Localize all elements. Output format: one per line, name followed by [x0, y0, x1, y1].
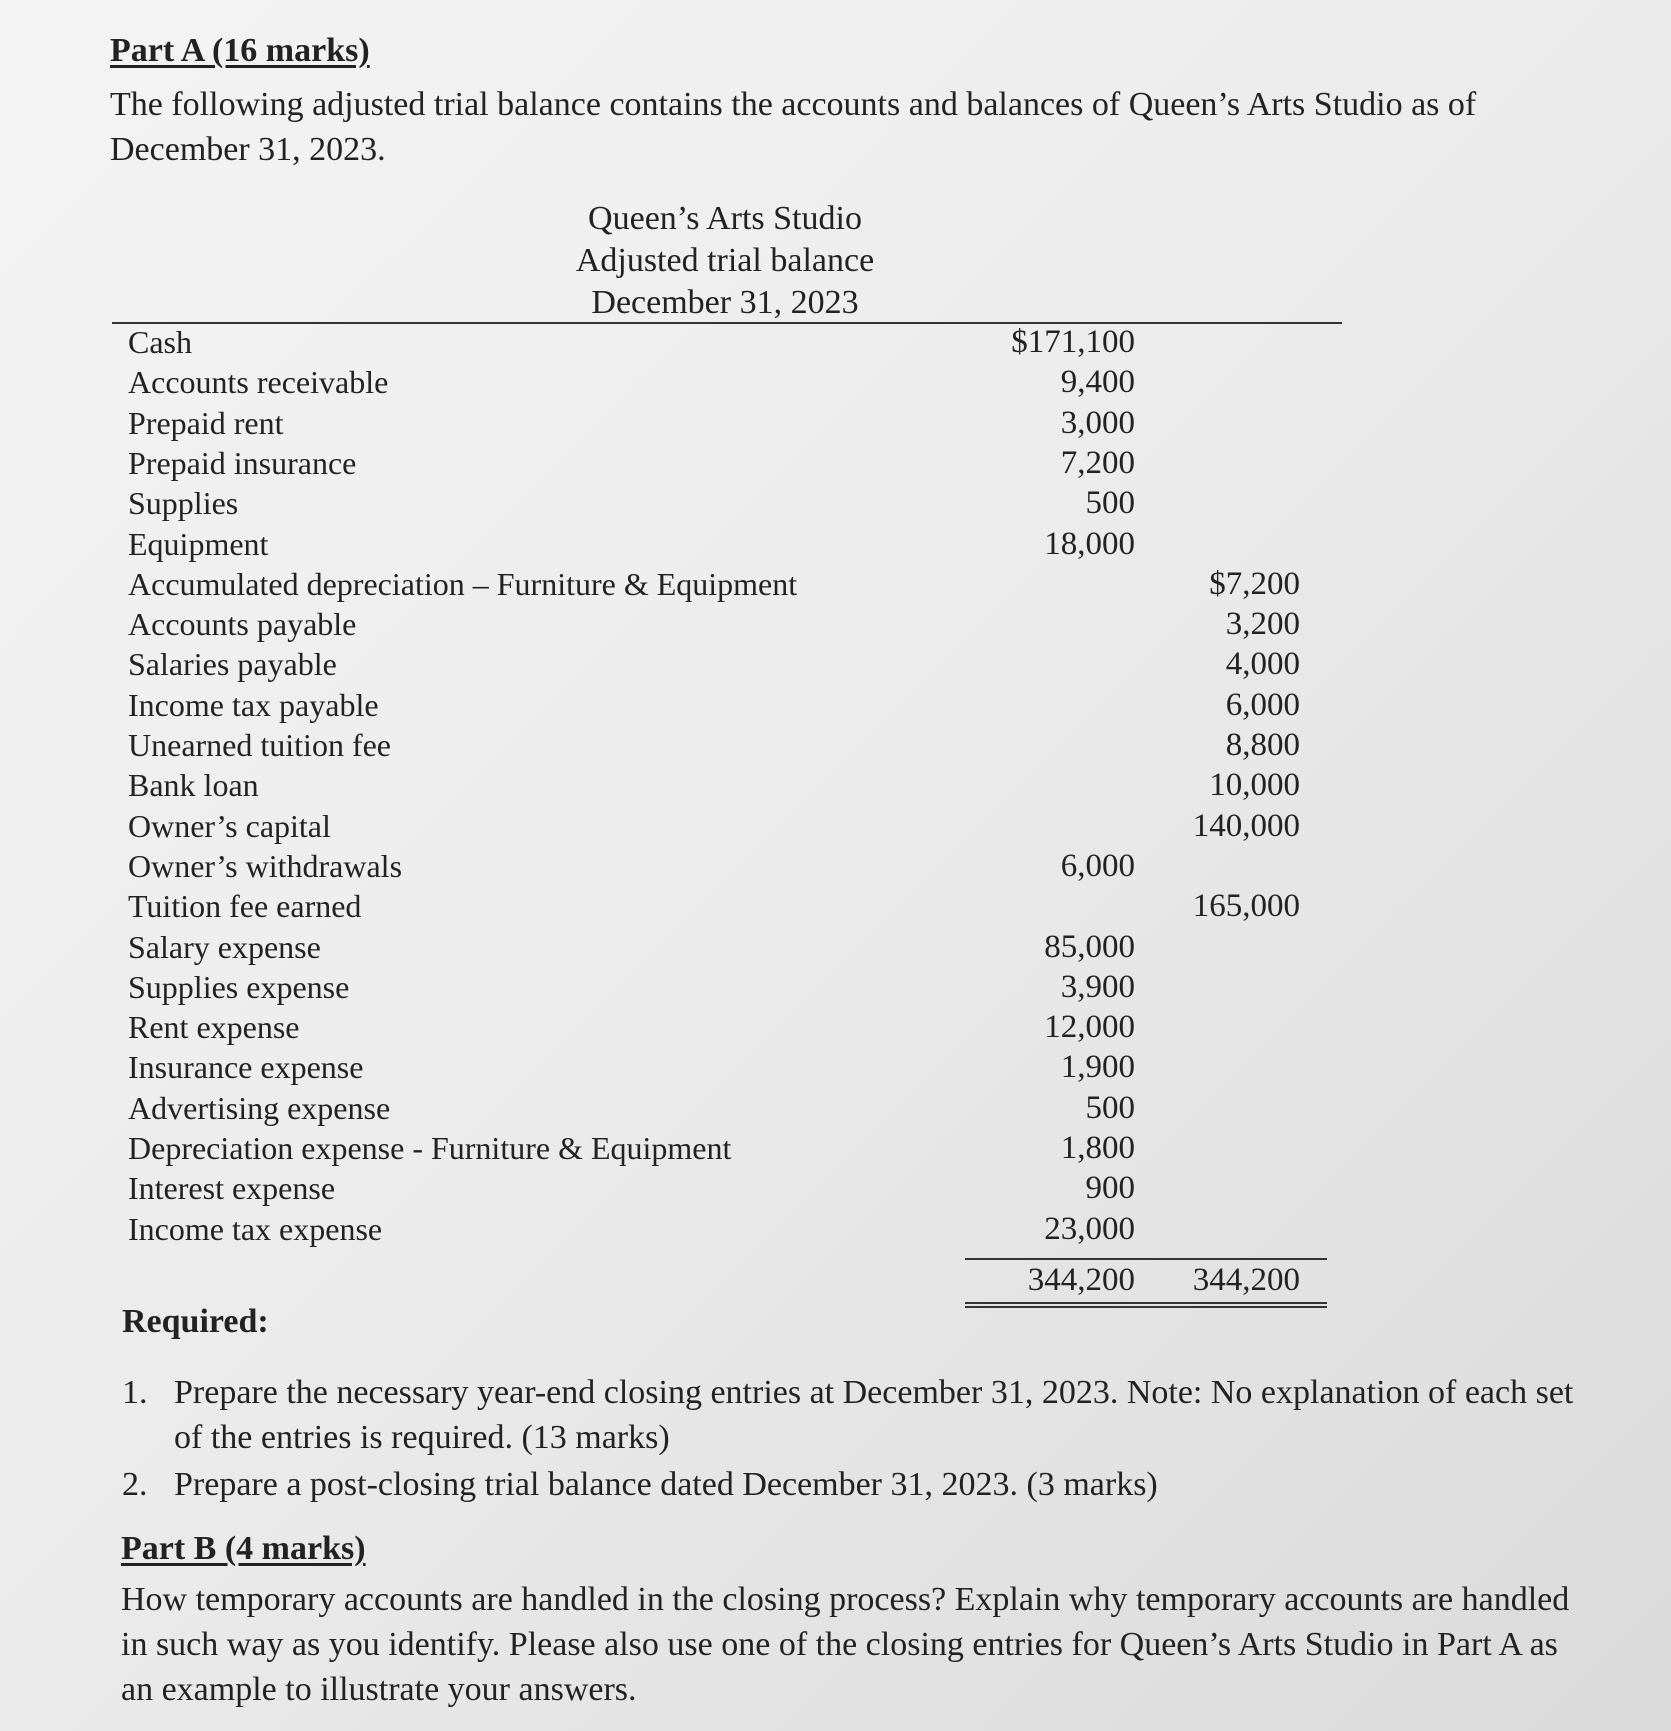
account-name: Income tax payable	[128, 686, 379, 723]
debit-amount: 3,900	[1060, 968, 1135, 1005]
account-name: Accumulated depreciation – Furniture & Equipment	[128, 565, 798, 602]
table-row	[0, 767, 1671, 807]
account-name: Accounts receivable	[128, 364, 389, 401]
required-item-text: Prepare a post-closing trial balance dated December 31, 2023. (3 marks)	[174, 1466, 1158, 1503]
account-name: Prepaid rent	[128, 404, 284, 441]
table-row	[0, 646, 1671, 686]
account-name: Tuition fee earned	[128, 888, 362, 925]
account-name: Advertising expense	[128, 1089, 391, 1126]
debit-amount: 12,000	[1044, 1009, 1135, 1046]
table-row	[0, 405, 1671, 445]
statement-name: Adjusted trial balance	[575, 242, 875, 279]
table-row	[0, 1170, 1671, 1210]
table-row	[0, 1049, 1671, 1089]
table-row	[0, 364, 1671, 404]
table-row	[0, 969, 1671, 1009]
debit-amount: 7,200	[1060, 444, 1135, 481]
account-name: Salary expense	[128, 928, 321, 965]
credit-amount: 3,200	[1225, 606, 1300, 643]
table-row	[0, 1009, 1671, 1049]
total-rule-top	[965, 1258, 1327, 1260]
account-name: Depreciation expense - Furniture & Equipment	[128, 1130, 732, 1166]
account-name: Owner’s capital	[128, 807, 331, 844]
credit-amount: $7,200	[1209, 565, 1300, 602]
table-row	[0, 727, 1671, 767]
table-row	[0, 888, 1671, 928]
part-b-text: How temporary accounts are handled in the closing process? Explain why temporary accounts are handled in such way as you identify. Please also use one of the closing entries for Queen’s Arts Studio in Part A as an example to illustrate your answers.	[121, 1581, 1570, 1708]
table-row	[0, 848, 1671, 888]
company-name: Queen’s Arts Studio	[588, 200, 862, 237]
credit-amount: 140,000	[1192, 807, 1300, 844]
account-name: Income tax expense	[128, 1210, 383, 1247]
statement-date: December 31, 2023	[591, 284, 859, 321]
account-name: Interest expense	[128, 1170, 336, 1207]
account-name: Supplies	[128, 485, 239, 522]
table-row	[0, 606, 1671, 646]
account-name: Cash	[128, 324, 192, 360]
credit-amount: 165,000	[1192, 888, 1300, 925]
account-name: Supplies expense	[128, 968, 350, 1005]
table-row	[0, 324, 1671, 364]
table-row	[0, 687, 1671, 727]
account-name: Unearned tuition fee	[128, 727, 391, 763]
table-row	[0, 929, 1671, 969]
totals-row	[0, 1262, 1671, 1302]
account-name: Equipment	[128, 525, 269, 562]
total-debit: 344,200	[1027, 1262, 1135, 1298]
account-name: Owner’s withdrawals	[128, 847, 403, 884]
part-a-title: Part A (16 marks)	[110, 32, 370, 69]
debit-amount: 85,000	[1044, 928, 1135, 965]
total-double-rule-lower	[965, 1306, 1327, 1308]
debit-amount: 18,000	[1044, 525, 1135, 562]
table-row	[0, 1211, 1671, 1251]
table-row	[0, 445, 1671, 485]
account-name: Salaries payable	[128, 646, 337, 683]
required-item-number: 1.	[122, 1374, 148, 1411]
debit-amount: 500	[1085, 1089, 1135, 1126]
required-item-number: 2.	[122, 1466, 148, 1503]
debit-amount: $171,100	[1011, 324, 1135, 360]
account-name: Bank loan	[128, 767, 259, 804]
credit-amount: 4,000	[1225, 646, 1300, 683]
debit-amount: 1,900	[1060, 1049, 1135, 1086]
debit-amount: 900	[1085, 1170, 1135, 1207]
table-row	[0, 526, 1671, 566]
credit-amount: 10,000	[1209, 767, 1300, 804]
credit-amount: 6,000	[1225, 686, 1300, 723]
total-double-rule-upper	[965, 1302, 1327, 1304]
table-row	[0, 485, 1671, 525]
account-name: Rent expense	[128, 1009, 300, 1046]
part-a-intro: The following adjusted trial balance contains the accounts and balances of Queen’s Arts Studio as of December 31, 2023.	[110, 86, 1477, 168]
trial-balance-header	[525, 198, 925, 324]
account-name: Insurance expense	[128, 1049, 364, 1086]
total-credit: 344,200	[1192, 1262, 1300, 1298]
table-row	[0, 1130, 1671, 1170]
table-row	[0, 808, 1671, 848]
account-name: Accounts payable	[128, 606, 357, 643]
debit-amount: 23,000	[1044, 1210, 1135, 1247]
debit-amount: 3,000	[1060, 404, 1135, 441]
part-b-title: Part B (4 marks)	[121, 1530, 366, 1567]
required-item-text: Prepare the necessary year-end closing entries at December 31, 2023. Note: No explanation of each set of the entries is required. (13 marks)	[174, 1374, 1574, 1456]
account-name: Prepaid insurance	[128, 444, 357, 481]
debit-amount: 9,400	[1060, 364, 1135, 401]
debit-amount: 6,000	[1060, 847, 1135, 884]
table-row	[0, 566, 1671, 606]
debit-amount: 500	[1085, 485, 1135, 522]
credit-amount: 8,800	[1225, 727, 1300, 763]
debit-amount: 1,800	[1060, 1130, 1135, 1166]
required-heading: Required:	[122, 1303, 269, 1340]
table-row	[0, 1090, 1671, 1130]
